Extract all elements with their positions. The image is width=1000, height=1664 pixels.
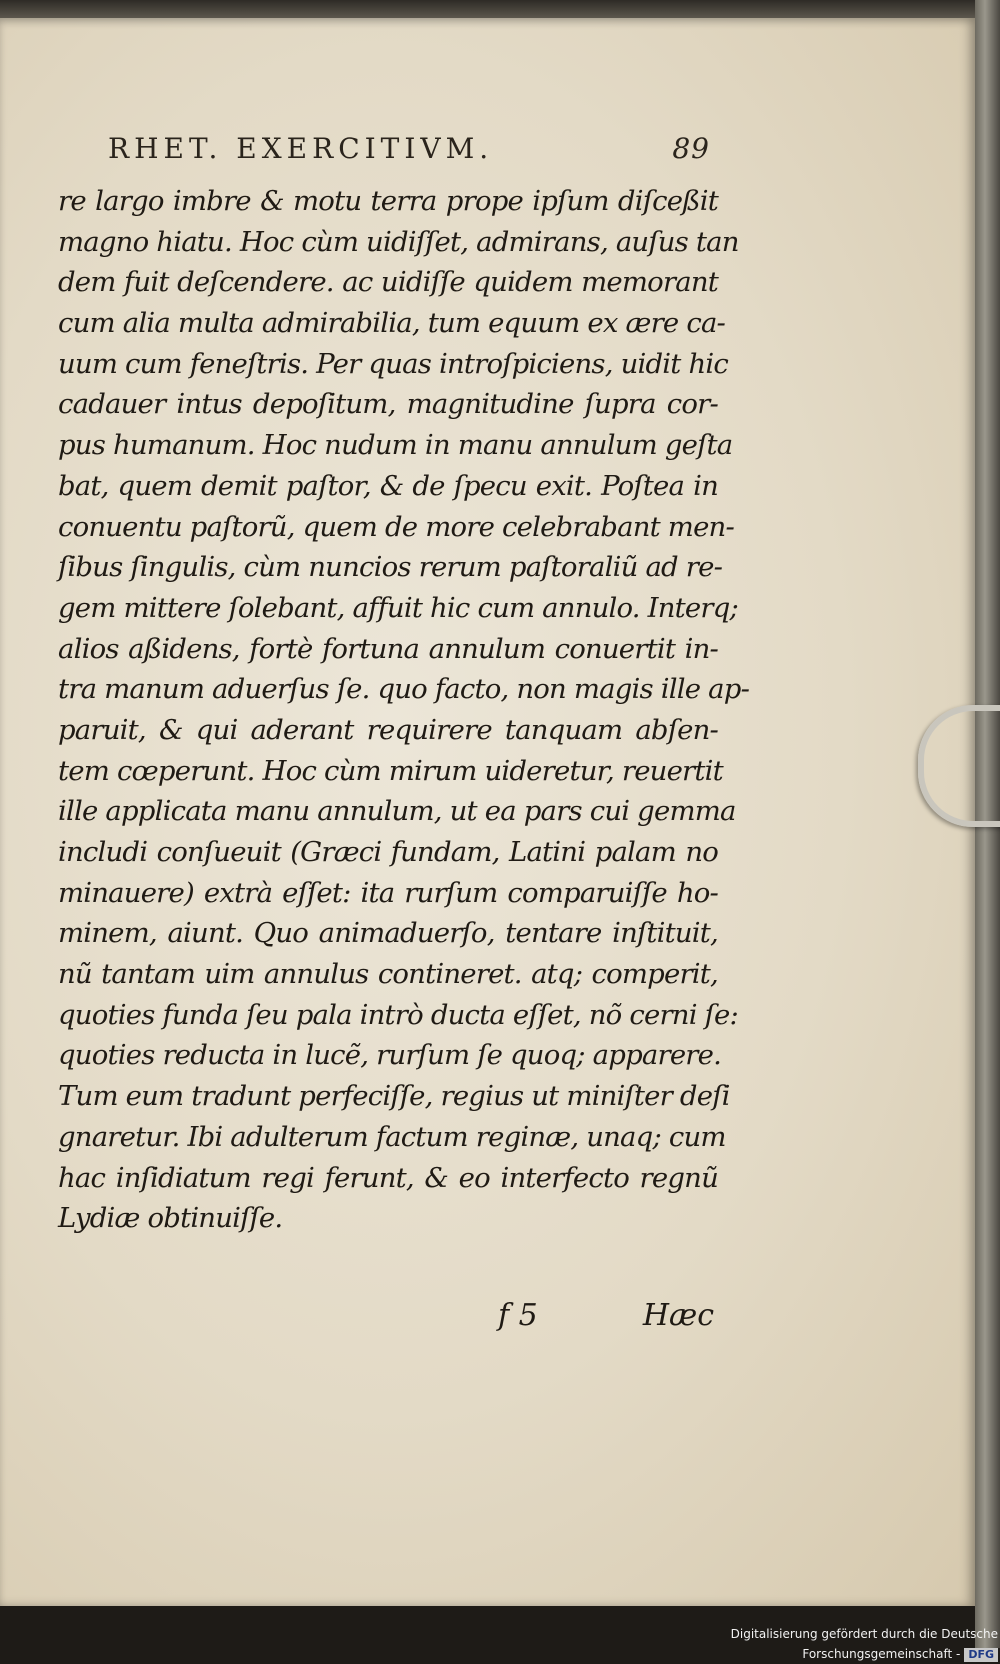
signature-mark: f 5 <box>498 1298 538 1333</box>
text-line: Tum eum tradunt perfeciſſe, regius ut miniſter deſi <box>58 1080 730 1113</box>
text-line: ille applicata manu annulum, ut ea pars cui gemma <box>58 795 736 828</box>
text-line: minauere) extrà eſſet: ita rurſum comparuiſſe ho- <box>58 876 718 909</box>
text-line: tra manum aduerſus ſe. quo facto, non magis ille ap- <box>58 673 750 706</box>
book-page <box>0 18 975 1606</box>
text-line: gnaretur. Ibi adulterum factum reginæ, unaq; cum <box>58 1120 726 1153</box>
text-line: quoties funda ſeu pala intrò ducta eſſet, nõ cerni ſe: <box>58 998 738 1031</box>
scan-top-edge <box>0 0 1000 18</box>
digitization-credit <box>600 1624 998 1661</box>
text-line: includi conſueuit (Græci fundam, Latini palam no <box>58 836 718 868</box>
text-line: conuentu paſtorũ, quem de more celebrabant men- <box>58 510 734 543</box>
body-text <box>58 181 750 1239</box>
text-line: Lydiæ obtinuiſſe. <box>58 1202 283 1235</box>
text-line: minem, aiunt. Quo animaduerſo, tentare inſtituit, <box>58 917 718 950</box>
page-footer-marks <box>490 1298 720 1342</box>
credit-text: Digitalisierung gefördert durch die Deutsche Forschungsgemeinschaft - <box>730 1627 998 1661</box>
page-number: 89 <box>672 132 710 165</box>
text-line: paruit, & qui aderant requirere tanquam abſen- <box>58 713 718 746</box>
text-line: nũ tantam uim annulus contineret. atq; comperit, <box>58 958 718 991</box>
text-line: pus humanum. Hoc nudum in manu annulum geſta <box>58 429 733 462</box>
text-line: magno hiatu. Hoc cùm uidiſſet, admirans, auſus tan <box>58 225 739 258</box>
text-line: gem mittere ſolebant, affuit hic cum annulo. Interq; <box>58 591 738 624</box>
text-line: quoties reducta in lucẽ, rurſum ſe quoq; apparere. <box>58 1039 722 1072</box>
catchword: Hæc <box>642 1298 714 1333</box>
running-title: RHET. EXERCITIVM. <box>108 132 494 165</box>
text-line: re largo imbre & motu terra prope ipſum diſceßit <box>58 185 718 217</box>
text-line: ſibus ſingulis, cùm nuncios rerum paſtoraliũ ad re- <box>58 551 723 584</box>
text-line: tem cœperunt. Hoc cùm mirum uideretur, reuertit <box>58 754 723 787</box>
running-header <box>108 126 718 170</box>
dfg-logo: DFG <box>964 1648 998 1662</box>
text-line: dem fuit deſcendere. ac uidiſſe quidem memorant <box>58 266 718 299</box>
text-line: alios aßidens, fortè fortuna annulum conuertit in- <box>58 632 718 665</box>
text-line: bat, quem demit paſtor, & de ſpecu exit. Poſtea in <box>58 469 718 502</box>
text-line: uum cum feneſtris. Per quas introſpiciens, uidit hic <box>58 347 728 380</box>
text-line: hac inſidiatum regi ferunt, & eo interfecto regnũ <box>58 1161 718 1194</box>
text-line: cadauer intus depoſitum, magnitudine ſupra cor- <box>58 388 718 421</box>
text-line: cum alia multa admirabilia, tum equum ex ære ca- <box>58 307 726 340</box>
